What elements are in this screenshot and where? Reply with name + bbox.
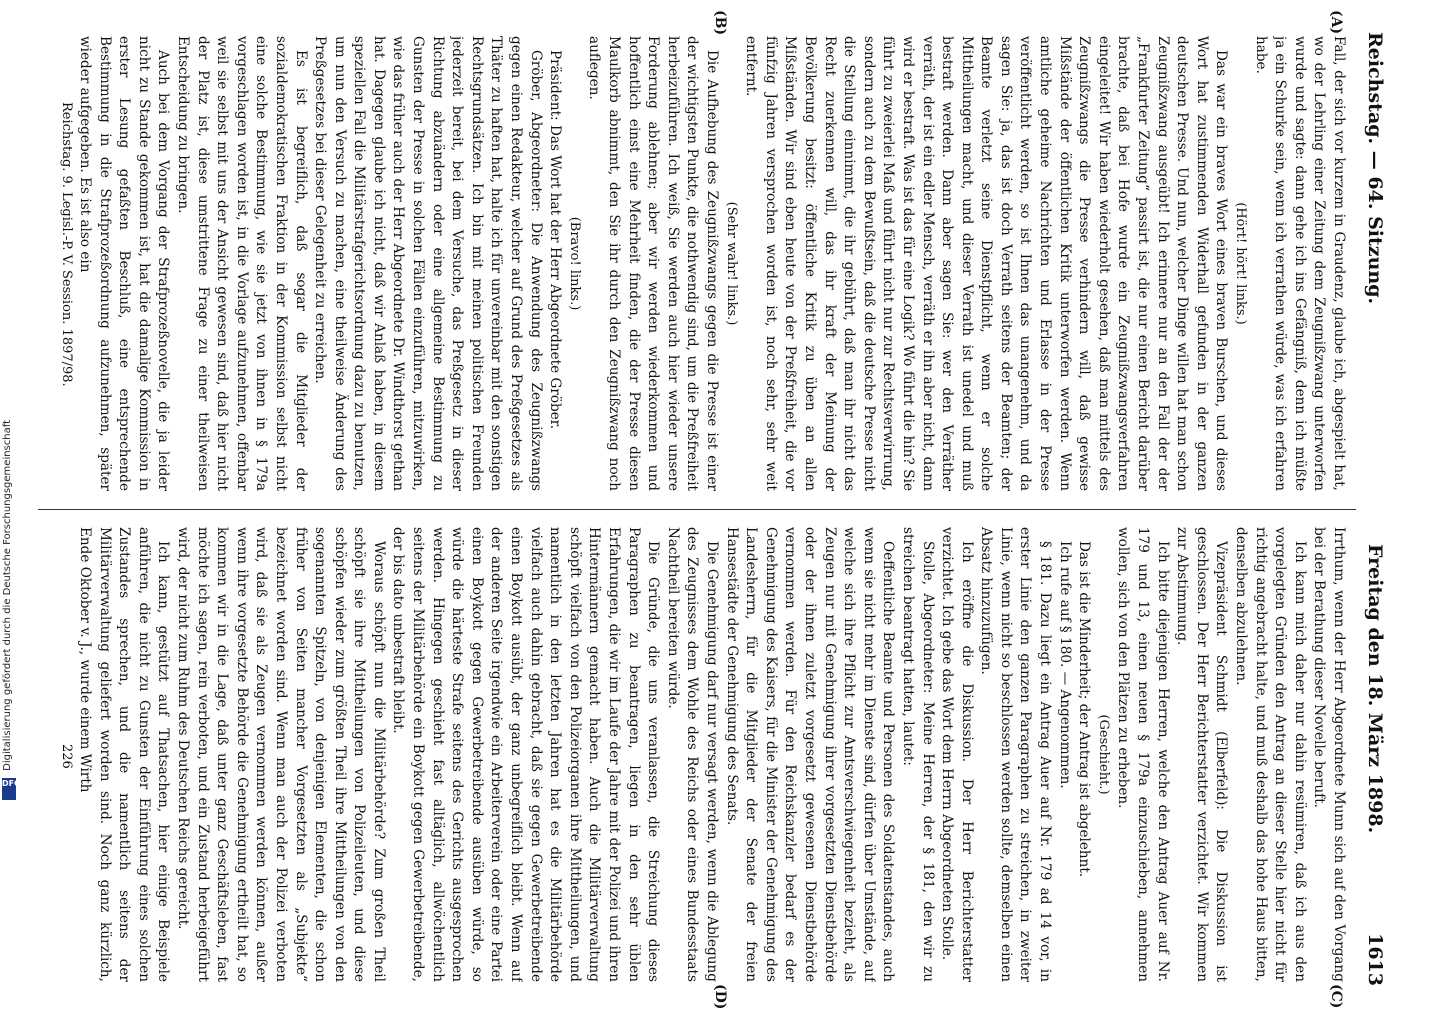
credit-text: Digitalisierung gefördert durch die Deutsche Forschungsgemeinschaft <box>2 420 13 771</box>
interjection: (Sehr wahr! links.) <box>723 201 739 326</box>
paragraph: Ich eröffne die Diskussion. Der Herr Berichterstatter verzichtet. Ich gebe das Wort dem Herrn Abgeordneten Stolle. <box>939 527 975 982</box>
paragraph: Auch bei dem Vorgang der Strafprozeßnovelle, die ja leider nicht zu Stande gekommen ist, hat die damalige Kommission in erster Lesung gefaßten Beschluß, eine entsprechende Bestimmung in die Strafprozeßordnung aufzunehmen, später wieder aufgegeben. Es ist also ein <box>77 36 172 491</box>
paragraph: § 181. Dazu liegt ein Antrag Auer auf Nr. 179 ad 14 vor, in erster Linie den ganzen Paragraphen zu streichen, in zweiter Linie, wenn nicht so beschlossen werden sollte, demselben einen Absatz hinzuzufügen. <box>978 527 1054 982</box>
margin-marker-c: (C) <box>1328 984 1344 1009</box>
paragraph: Ich kann mich daher nur dahin resümiren, daß ich aus den vorgelegten Gründen den Antrag an dieser Stelle hier nicht für richtig angebracht halte, und muß deshalb das hohe Haus bitten, denselben abzulehnen. <box>1233 527 1308 982</box>
speaker-paragraph: Präsident: Das Wort hat der Herr Abgeordnete Gröber. <box>547 50 564 430</box>
page-header <box>1356 24 1386 994</box>
interjection: (Geschieht.) <box>1095 714 1111 795</box>
paragraph: Das war ein braves Wort eines braven Burschen, und dieses Wort hat zustimmenden Widerhall gefunden in der ganzen deutschen Presse. Und nun, welcher Dinge willen hat man schon Zeugnißzwang ausgeübt! Ich erinnere nur an den Fall der der „Frankfurter Zeitung“ passirt ist, die nur einen Bericht darüber brachte, daß bei Hofe wurde ein Zeugnißzwangsverfahren eingeleitet! Wir haben wiederholt gesehen, daß man mittels des Zeugnißzwangs die Presse verhindern will, daß gewisse Mißstände der öffentlichen Kritik unterworfen werden. Wenn amtliche geheime Nachrichten und Erlasse in der Presse veröffentlicht werden, so ist Ihnen das unangenehm, und da sagen Sie: ja, das ist doch Verrath seitens der Beamten; der Beamte verletzt seine Dienstpflicht, wenn er solche Mittheilungen macht, und dieser Verrath ist unedel und muß bestraft werden. Dann aber sagen Sie: wer den Verräther verräth, der ist ein edler Mensch, verräth er ihn aber nicht, dann wird er bestraft. Was ist das für eine Logik? Wo führt die hin? Sie führt zu zweierlei Maß und führt nicht nur zur Rechtsverwirrung, sondern auch zu dem Bewußtsein, daß die deutsche Presse nicht die Stellung einnimmt, die ihr gebührt, daß man ihr nicht das Recht zuerkennen will, das ihr kraft der Meinung der Bevölkerung besitzt: öffentliche Kritik zu üben an allen Mißständen. Wir sind eben heute von der Preßfreiheit, die vor fünfzig Jahren versprochen worden ist, noch sehr, sehr weit entfernt. <box>743 36 1230 491</box>
footer-session-info: Reichstag. 9. Legisl.-P. V. Session. 1897/98. <box>59 102 74 387</box>
speaker-paragraph: Stolle, Abgeordneter: Meine Herren, der § 181, den wir zu streichen beantragt hatten, lautet: <box>899 527 936 982</box>
speaker-paragraph: Gröber, Abgeordneter: Die Anwendung des Zeugnißzwangs gegen einen Redakteur, welcher auf Grund des Preßgesetzes als Thäter zu haften hat, halte ich für unvereinbar mit den sonstigen Rechtsgrundsätzen. Ich bin mit meinen politischen Freunden jederzeit bereit, bei dem Versuche, das Preßgesetz in dieser Richtung abzuändern oder eine allgemeine Bestimmung zu Gunsten der Presse in solchen Fällen einzuführen, mitzuwirken, wie das früher auch der Herr Abgeordnete Dr. Windthorst gethan hat. Dagegen glaube ich nicht, daß wir Anlaß haben, in diesem speziellen Fall die Militärstrafgerichtsordnung dazu zu benutzen, um nun den Versuch zu machen, eine theilweise Änderung des Preßgesetzes bei dieser Gelegenheit zu erreichen. <box>312 36 544 491</box>
interjection: (Bravo! links.) <box>566 216 582 311</box>
header-session: Reichstag. — 64. Sitzung. <box>1364 32 1386 305</box>
dfg-logo-icon: DFG <box>2 778 16 800</box>
left-column <box>48 36 1348 491</box>
margin-marker-a: (A) <box>1328 10 1344 35</box>
quoted-law-paragraph: Die Genehmigung darf nur versagt werden, wenn die Ablegung des Zeugnisses dem Wohle des Reichs oder eines Bundesstaats Nachtheil bereiten würde. <box>664 527 720 982</box>
interjection: (Hört! hört! links.) <box>1233 202 1249 325</box>
margin-marker-d: (D) <box>712 984 728 1009</box>
speaker-paragraph: Vizepräsident Schmidt (Elberfeld): Die Diskussion ist geschlossen. Der Herr Berichterstatter verzichtet. Wir kommen zur Abstimmung. <box>1174 527 1230 982</box>
margin-marker-b: (B) <box>712 10 728 36</box>
footer-sheet-number: 226 <box>59 744 74 769</box>
right-column <box>48 527 1348 982</box>
paragraph: Ich rufe auf § 180. — Angenommen. <box>1056 541 1073 789</box>
paragraph: Fall, der sich vor kurzem in Graudenz, glaube ich, abgespielt hat, wo der Lehrling einer Zeitung dem Zeugnißzwang unterworfen wurde und sagte: dann gehe ich ins Gefängniß, denn ich müßte ja ein Schurke sein, wenn ich verrathen würde, was ich erfahren habe. <box>1252 36 1347 491</box>
paragraph: Woraus schöpft nun die Militärbehörde? Zum großen Theil schöpft sie ihre Mittheilungen von Polizeileuten, und diese schöpfen wieder zum größten Theil ihre Mittheilungen von den sogenannten Spitzeln, von denjenigen Elementen, die schon früher von Seiten mancher Vorgesetzten als „Subjekte“ bezeichnet worden sind. Wenn man auch der Polizei verboten wird, daß sie als Zeugen vernommen werden können, außer wenn ihre vorgesetzte Behörde die Genehmigung ertheilt hat, so kommen wir in die Lage, daß unter ganz Geschäftsleben, fast möchte ich sagen, rein verboten, und ein Zustand herbeigeführt wird, der nicht zum Ruhm des Deutschen Reichs gereicht. <box>174 527 387 982</box>
paragraph: Das ist die Minderheit; der Antrag ist abgelehnt. <box>1076 541 1093 878</box>
header-date: Freitag den 18. März 1898. <box>1364 544 1386 834</box>
paragraph: Irrthum, wenn der Herr Abgeordnete Munn sich auf den Vorgang bei der Berathung dieser Novelle beruft. <box>1311 527 1347 982</box>
paragraph: Die Gründe, die uns veranlassen, die Streichung dieses Paragraphen zu beantragen, liegen in den sehr üblen Erfahrungen, die wir im Laufe der Jahre mit der Polizei und ihren Hintermännern gemacht haben. Auch die Militärverwaltung schöpft vielfach von den Polizeiorganen ihre Mittheilungen, und namentlich in den letzten Jahren hat es die Militärbehörde vielfach auch dahin gebracht, daß sie gegen Gewerbetreibende einen Boykott ausübt, der ganz unbegreiflich bleibt. Wenn auf der anderen Seite irgendwie ein Arbeiterverein oder eine Partei einen Boykott gegen Gewerbetreibende ausüben würde, so würde die härteste Strafe seitens des Gerichts ausgesprochen werden. Hingegen geschieht fast alltäglich, allwöchentlich seitens der Militärbehörde ein Boykott gegen Gewerbetreibende, der bis dato unbestraft bleibt. <box>390 527 662 982</box>
paragraph: Ich bitte diejenigen Herren, welche den Antrag Auer auf Nr. 179 und 13, einen neuen § 179a einzuschieben, annehmen wollen, sich von den Plätzen zu erheben. <box>1115 527 1171 982</box>
column-divider <box>38 509 1356 510</box>
document-page <box>26 10 1396 1009</box>
paragraph: Die Aufhebung des Zeugnißzwangs gegen die Presse ist einer der wichtigsten Punkte, die nothwendig sind, um die Preßfreiheit herbeizuführen. Ich weiß, Sie werden auch hier wieder unsere Forderung ablehnen; aber wir werden wiederkommen und hoffentlich einst eine Mehrheit finden, die der Presse diesen Maulkorb abnimmt, den Sie ihr durch den Zeugnißzwang noch auflegen. <box>586 36 720 491</box>
digitization-credit <box>2 420 24 1000</box>
quoted-law-paragraph: Oeffentliche Beamte und Personen des Soldatenstandes, auch wenn sie nicht mehr im Dienste sind, dürfen über Umstände, auf welche sich ihre Pflicht zur Amtsverschwiegenheit bezieht, als Zeugen nur mit Genehmigung ihrer vorgesetzten Dienstbehörde oder der ihnen zuletzt vorgesetzt gewesenen Dienstbehörde vernommen werden. Für den Reichskanzler bedarf es der Genehmigung des Kaisers, für die Minister der Genehmigung des Landesherrn, für die Mitglieder der Senate der freien Hansestädte der Genehmigung des Senats. <box>723 527 897 982</box>
paragraph: Es ist begreiflich, daß sogar die Mitglieder der sozialdemokratischen Fraktion in der Kommission selbst nicht eine solche Bestimmung, wie sie jetzt von ihnen in § 179a vorgeschlagen worden ist, in die Vorlage aufzunehmen, offenbar weil sie selbst mit uns der Ansicht gewesen sind, daß hier nicht der Platz ist, diese umstrittene Frage zu einer theilweisen Entscheidung zu bringen. <box>174 36 309 491</box>
header-page-number: 1613 <box>1364 933 1386 986</box>
paragraph: Ich kann, gestützt auf Thatsachen, hier einige Beispiele anführen, die nicht zu Gunsten der Einführung eines solchen Zustandes sprechen, und die namentlich seitens der Militärverwaltung geliefert worden sind. Noch ganz kürzlich, Ende Oktober v. J., wurde einem Wirth <box>77 527 172 982</box>
